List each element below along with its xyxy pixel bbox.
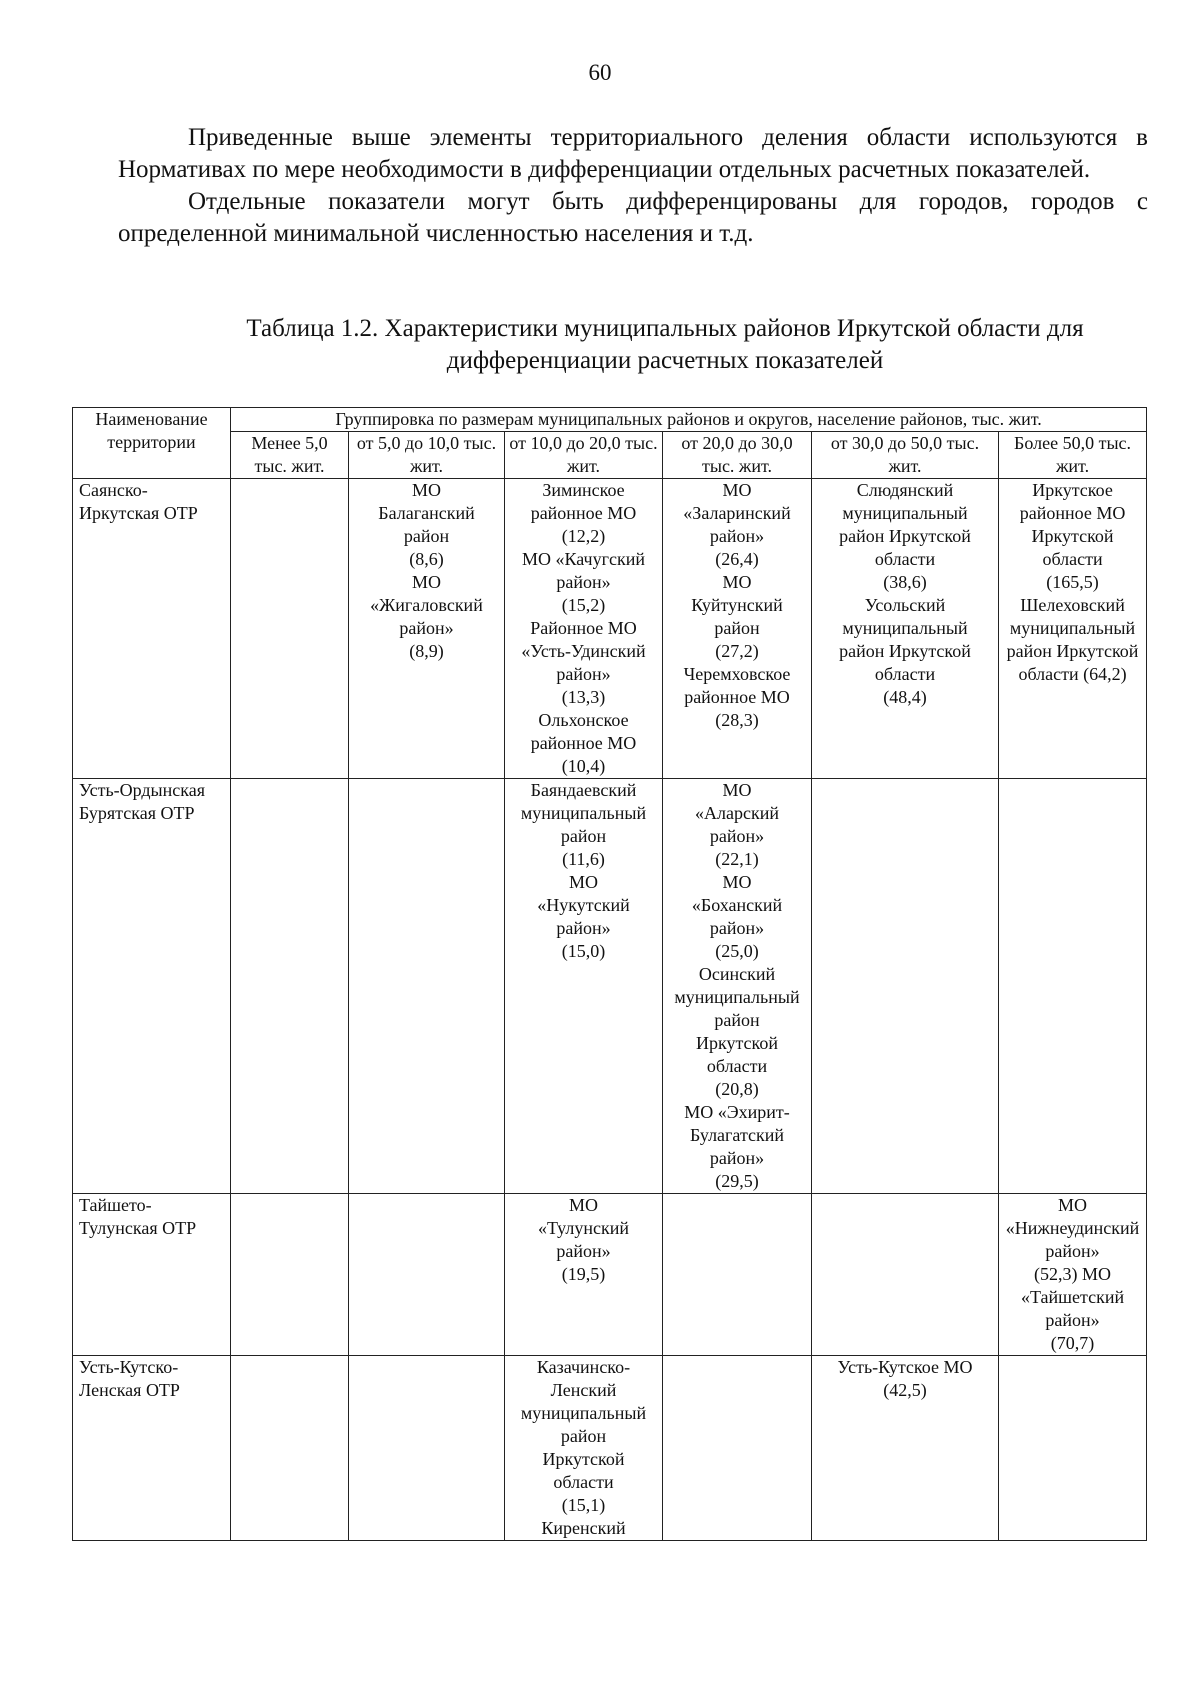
cell-line: (29,5): [715, 1171, 759, 1191]
paragraph-1: Приведенные выше элементы территориального деления области используются в Нормативах по мере необходимости в дифференциации отдельных расчетных показателей.: [118, 124, 1148, 183]
table-caption: [175, 313, 1155, 377]
table-cell: [231, 779, 349, 1194]
table-caption-line-1: Таблица 1.2. Характеристики муниципальных районов Иркутской области для: [246, 315, 1084, 342]
table-cell: [231, 1194, 349, 1356]
table-cell: [349, 779, 505, 1194]
cell-line: район»: [1045, 1310, 1100, 1330]
table-cell: [505, 479, 663, 779]
table-cell: [231, 1356, 349, 1541]
cell-line: (8,9): [409, 641, 444, 661]
table-cell: [999, 1194, 1147, 1356]
table-row: [73, 779, 1147, 1194]
table-cell: [663, 1356, 812, 1541]
cell-line: (20,8): [715, 1079, 759, 1099]
table-cell: [812, 479, 999, 779]
cell-line: Иркутской: [1031, 526, 1114, 546]
cell-line: МО: [568, 872, 598, 892]
table-cell: [231, 479, 349, 779]
cell-line: Казачинско-: [536, 1357, 631, 1377]
cell-line: Иркутское: [1032, 480, 1113, 500]
cell-line: районное МО: [530, 503, 637, 523]
cell-line: области (64,2): [1018, 664, 1127, 684]
header-col-2: от 5,0 до 10,0 тыс. жит.: [349, 432, 505, 479]
cell-line: район»: [709, 1148, 765, 1168]
cell-line: (10,4): [561, 756, 606, 776]
cell-line: Ольхонское: [538, 710, 629, 730]
cell-line: район»: [556, 664, 611, 684]
cell-line: области: [553, 1472, 614, 1492]
territory-table: [72, 407, 1147, 1541]
cell-line: районное МО: [684, 687, 790, 707]
cell-line: муниципальный: [842, 618, 968, 638]
header-territory: Наименование территории: [73, 408, 231, 479]
table-cell: [663, 779, 812, 1194]
cell-line: Киренский: [541, 1518, 626, 1538]
cell-line: (15,0): [561, 941, 606, 961]
table-cell: [349, 1356, 505, 1541]
cell-line: МО: [722, 780, 752, 800]
cell-line: МО: [1058, 1195, 1088, 1215]
cell-line: район»: [709, 918, 765, 938]
cell-line: Иркутской: [542, 1449, 625, 1469]
cell-line: (12,2): [561, 526, 606, 546]
cell-line: «Тайшетский: [1020, 1287, 1125, 1307]
territory-cell: Саянско-Иркутская ОТР: [73, 479, 231, 779]
cell-line: (165,5): [1046, 572, 1099, 592]
cell-line: район: [403, 526, 450, 546]
header-col-3: от 10,0 до 20,0 тыс. жит.: [505, 432, 663, 479]
cell-line: район»: [709, 826, 765, 846]
cell-line: районное МО: [1019, 503, 1126, 523]
cell-line: Иркутской: [695, 1033, 779, 1053]
table-row: [73, 479, 1147, 779]
cell-line: район: [560, 826, 607, 846]
cell-line: (70,7): [1050, 1333, 1095, 1353]
cell-line: (26,4): [715, 549, 759, 569]
cell-line: Шелеховский: [1020, 595, 1125, 615]
cell-line: области: [1042, 549, 1103, 569]
cell-line: район: [714, 1010, 760, 1030]
table-row: [73, 1194, 1147, 1356]
cell-line: Ленский: [550, 1380, 617, 1400]
table-cell: [999, 779, 1147, 1194]
cell-line: Балаганский: [378, 503, 475, 523]
table-cell: [505, 1356, 663, 1541]
cell-line: (19,5): [561, 1264, 606, 1284]
cell-line: МО: [722, 480, 752, 500]
table-body: [73, 479, 1147, 1541]
territory-cell: Усть-Ордынская Бурятская ОТР: [73, 779, 231, 1194]
cell-line: «Жигаловский: [370, 595, 483, 615]
cell-line: муниципальный: [520, 1403, 647, 1423]
body-text: [118, 122, 1148, 250]
cell-line: район»: [399, 618, 454, 638]
table-cell: [663, 479, 812, 779]
header-col-5: от 30,0 до 50,0 тыс. жит.: [812, 432, 999, 479]
table-cell: [505, 779, 663, 1194]
cell-line: «Тулунский: [538, 1218, 629, 1238]
table-cell: [663, 1194, 812, 1356]
cell-line: район Иркутской: [839, 526, 971, 546]
cell-line: район»: [556, 572, 611, 592]
cell-line: (13,3): [561, 687, 606, 707]
table-cell: [812, 1194, 999, 1356]
cell-line: (52,3) МО: [1034, 1264, 1112, 1284]
cell-line: Куйтунский: [691, 595, 783, 615]
table-header-row-2: [73, 432, 1147, 479]
cell-line: Зиминское: [542, 480, 625, 500]
cell-line: (38,6): [883, 572, 927, 592]
header-group: Группировка по размерам муниципальных районов и округов, население районов, тыс. жит.: [231, 408, 1147, 432]
cell-line: области: [874, 664, 936, 684]
cell-line: «Нукутский: [537, 895, 630, 915]
cell-line: «Заларинский: [683, 503, 791, 523]
cell-line: район: [714, 618, 760, 638]
cell-line: (15,1): [561, 1495, 606, 1515]
cell-line: МО: [722, 572, 752, 592]
cell-line: муниципальный: [1009, 618, 1136, 638]
paragraph-2: Отдельные показатели могут быть дифференцированы для городов, городов с определенной минимальной численностью населения и т.д.: [118, 188, 1148, 247]
table-caption-line-2: дифференциации расчетных показателей: [446, 347, 884, 374]
header-col-1: Менее 5,0 тыс. жит.: [231, 432, 349, 479]
cell-line: МО: [568, 1195, 598, 1215]
cell-line: Усольский: [864, 595, 946, 615]
cell-line: (11,6): [562, 849, 605, 869]
cell-line: МО: [722, 872, 752, 892]
cell-line: Усть-Кутское МО: [837, 1357, 973, 1377]
cell-line: муниципальный: [674, 987, 800, 1007]
header-col-4: от 20,0 до 30,0 тыс. жит.: [663, 432, 812, 479]
table-cell: [349, 479, 505, 779]
cell-line: «Нижнеудинский: [1005, 1218, 1140, 1238]
cell-line: район»: [709, 526, 765, 546]
cell-line: Булагатский: [689, 1125, 785, 1145]
territory-cell: Усть-Кутско-Ленская ОТР: [73, 1356, 231, 1541]
cell-line: области: [706, 1056, 768, 1076]
page-number: 60: [588, 60, 612, 85]
cell-line: (42,5): [883, 1380, 927, 1400]
cell-line: «Боханский: [691, 895, 783, 915]
cell-line: МО «Качугский: [522, 549, 645, 569]
cell-line: район Иркутской: [839, 641, 971, 661]
table-cell: [349, 1194, 505, 1356]
cell-line: «Усть-Удинский: [521, 641, 646, 661]
cell-line: (48,4): [883, 687, 927, 707]
table-cell: [812, 1356, 999, 1541]
cell-line: области: [874, 549, 936, 569]
cell-line: (8,6): [409, 549, 444, 569]
cell-line: район: [560, 1426, 607, 1446]
table-header-row-1: [73, 408, 1147, 432]
table-row: [73, 1356, 1147, 1541]
cell-line: МО: [411, 572, 441, 592]
cell-line: Черемховское: [683, 664, 791, 684]
cell-line: (22,1): [715, 849, 759, 869]
cell-line: (15,2): [561, 595, 606, 615]
table-cell: [812, 779, 999, 1194]
cell-line: (25,0): [715, 941, 759, 961]
cell-line: (28,3): [715, 710, 759, 730]
cell-line: муниципальный: [520, 803, 647, 823]
cell-line: районное МО: [530, 733, 637, 753]
table-cell: [999, 479, 1147, 779]
cell-line: МО «Эхирит-: [684, 1102, 790, 1122]
cell-line: район Иркутской: [1006, 641, 1139, 661]
table-cell: [505, 1194, 663, 1356]
cell-line: «Аларский: [695, 803, 779, 823]
cell-line: район»: [556, 1241, 611, 1261]
cell-line: Баяндаевский: [530, 780, 637, 800]
header-col-6: Более 50,0 тыс. жит.: [999, 432, 1147, 479]
table-cell: [999, 1356, 1147, 1541]
cell-line: муниципальный: [842, 503, 968, 523]
cell-line: (27,2): [715, 641, 759, 661]
cell-line: район»: [556, 918, 611, 938]
cell-line: район»: [1045, 1241, 1100, 1261]
cell-line: Слюдянский: [856, 480, 954, 500]
territory-cell: Тайшето-Тулунская ОТР: [73, 1194, 231, 1356]
cell-line: Районное МО: [530, 618, 637, 638]
cell-line: МО: [411, 480, 441, 500]
cell-line: Осинский: [698, 964, 776, 984]
